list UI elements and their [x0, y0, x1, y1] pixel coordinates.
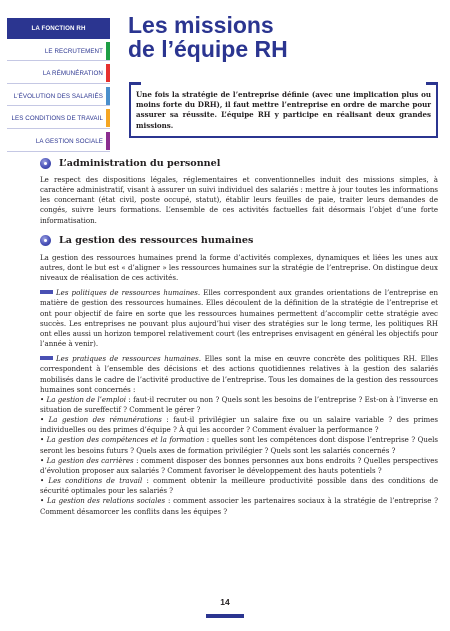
sidebar-item-label: LA GESTION SOCIALE: [35, 137, 103, 145]
sidebar-item-evolution[interactable]: [7, 86, 110, 107]
list-item-lead: La gestion des compétences et la formation: [46, 435, 205, 445]
list-item-text: : comment associer les partenaires sociaux à la stratégie de l’entreprise ? Comment désamorcer les conflits dans les équipes ?: [40, 496, 438, 516]
section-heading: [40, 234, 438, 248]
section-title: La gestion des ressources humaines: [59, 235, 254, 247]
paragraph-lead: Les pratiques de ressources humaines.: [56, 354, 201, 364]
paragraph: [40, 288, 438, 349]
page-title: [128, 13, 288, 61]
paragraph-body: Elles correspondent aux grandes orientations de l’entreprise en matière de gestion des ressources humaines. Elles découlent de la définition de la stratégie de l’entreprise et ont pour objectif de faire en sorte que les ressources humaines permettent d’accomplir cette stratégie avec succès. Les entreprises ne pouvant plus aujourd’hui viser des stratégies sur le long terme, les politiques RH ont elles aussi un horizon temporel relativement court (les entreprises envisagent en général les objectifs pour l’année à venir).: [40, 288, 438, 349]
round-bullet-icon: [40, 235, 51, 246]
list-item-lead: La gestion des rémunérations: [48, 415, 162, 425]
sidebar-item-gestion-sociale[interactable]: [7, 131, 110, 152]
sidebar-item-remuneration[interactable]: [7, 63, 110, 84]
list-item-text: : comment obtenir la meilleure productivité possible dans des conditions de sécurité optimales pour les salariés ?: [40, 476, 439, 496]
list-item-text: : faut-il privilégier un salaire fixe ou un salaire variable ? des primes individuelles ou des primes d’équipe ? À qui les accorder ? Comment évaluer la performance ?: [40, 415, 438, 435]
list-item-text: : comment disposer des bonnes personnes aux bons endroits ? Quelles perspectives d’évolution proposer aux salariés ? Comment favoriser le développement des hauts potentiels ?: [40, 455, 438, 475]
paragraph-body: Elles sont la mise en œuvre concrète des politiques RH. Elles correspondent à l’ensemble des décisions et des actions quotidiennes relatives à la gestion des salariés mobilisés dans le cadre de l’activité productive de l’entreprise. Tous les domaines de la gestion des ressources humaines sont concernés :: [40, 354, 439, 394]
intro-top-rule: [426, 82, 438, 85]
list-item: • Les conditions de travail : comment obtenir la meilleure productivité possible dans des conditions de sécurité optimales pour les salariés ?: [40, 476, 439, 496]
sidebar-item-conditions[interactable]: [7, 108, 110, 129]
sidebar-item-label: LA RÉMUNÉRATION: [42, 70, 103, 78]
section-heading: [40, 156, 438, 170]
bar-marker-icon: [40, 290, 53, 294]
color-tab: [106, 109, 110, 127]
intro-box: [129, 85, 438, 138]
list-item-text: : quelles sont les compétences dont dispose l’entreprise ? Quels seront les besoins futurs ? Quels axes de formation privilégier ? Quels sont les salariés concernés ?: [40, 435, 438, 455]
sidebar-item-label: LE RECRUTEMENT: [44, 47, 103, 55]
bullet-list: [40, 395, 438, 517]
list-item: • La gestion des rémunérations : faut-il privilégier un salaire fixe ou un salaire variable ? des primes individuelles ou des primes d’équipe ? À qui les accorder ? Comment évaluer la performance ?: [40, 415, 438, 435]
paragraph: Le respect des dispositions légales, réglementaires et conventionnelles induit des missions simples, à caractère administratif, visant à assurer un suivi individuel des salariés : mettre à jour toutes les informations les concernant (état civil, poste occupé, statut), établir leurs feuilles de paie, traiter leurs demandes de congés, suivre leurs formations. L’ensemble de ces activités factuelles fait désormais l’objet d’une forte informatisation.: [40, 175, 438, 225]
list-item-lead: La gestion des relations sociales: [46, 496, 166, 506]
sidebar-item-label: L'ÉVOLUTION DES SALARIÉS: [13, 92, 103, 100]
page-number: 14: [220, 597, 230, 607]
list-item: • La gestion des carrières : comment disposer des bonnes personnes aux bons endroits ? Quelles perspectives d’évolution proposer aux salariés ? Comment favoriser le développement des hauts potentiels ?: [40, 455, 438, 475]
bar-marker-icon: [40, 356, 53, 360]
color-tab: [106, 87, 110, 105]
main-content: [40, 156, 438, 517]
list-item-lead: La gestion des carrières: [46, 455, 134, 465]
paragraph-lead: Les politiques de ressources humaines.: [56, 288, 201, 298]
sidebar-item-fonction-rh[interactable]: [7, 18, 110, 39]
sidebar-nav: [7, 18, 110, 154]
list-item-lead: La gestion de l’emploi: [46, 394, 126, 404]
list-item-text: : faut-il recruter ou non ? Quels sont les besoins de l’entreprise ? Est-on à l’inverse en situation de sureffectif ? Comment le gérer ?: [40, 394, 439, 414]
sidebar-item-label: LES CONDITIONS DE TRAVAIL: [11, 115, 103, 123]
color-tab: [106, 42, 110, 60]
page-number-rule: [206, 614, 244, 618]
list-item-lead: Les conditions de travail: [48, 476, 143, 486]
color-tab: [106, 132, 110, 150]
title-line-1: Les missions: [128, 12, 274, 38]
sidebar-item-label: LA FONCTION RH: [31, 25, 86, 32]
title-line-2: de l’équipe RH: [128, 36, 288, 62]
list-item: • La gestion des compétences et la formation : quelles sont les compétences dont dispose l’entreprise ? Quels seront les besoins futurs ? Quels axes de formation privilégier ? Quels sont les salariés concernés ?: [40, 435, 438, 455]
paragraph: [40, 354, 438, 395]
list-item: • La gestion des relations sociales : comment associer les partenaires sociaux à la stratégie de l’entreprise ? Comment désamorcer les conflits dans les équipes ?: [40, 496, 438, 516]
section-title: L’administration du personnel: [59, 157, 221, 169]
intro-text: Une fois la stratégie de l’entreprise définie (avec une implication plus ou moins forte du DRH), il faut mettre l’entreprise en ordre de marche pour assurer sa réussite. L’équipe RH y participe en réalisant deux grandes missions.: [136, 90, 431, 130]
round-bullet-icon: [40, 158, 51, 169]
list-item: • La gestion de l’emploi : faut-il recruter ou non ? Quels sont les besoins de l’entreprise ? Est-on à l’inverse en situation de sureffectif ? Comment le gérer ?: [40, 394, 439, 414]
color-tab: [106, 64, 110, 82]
paragraph: La gestion des ressources humaines prend la forme d’activités complexes, dynamiques et liées les unes aux autres, dont le but est « d’aligner » les ressources humaines sur la stratégie de l’entreprise. On distingue deux niveaux de réalisation de ces activités.: [40, 252, 438, 283]
sidebar-item-recrutement[interactable]: [7, 41, 110, 62]
intro-top-rule: [129, 82, 141, 85]
